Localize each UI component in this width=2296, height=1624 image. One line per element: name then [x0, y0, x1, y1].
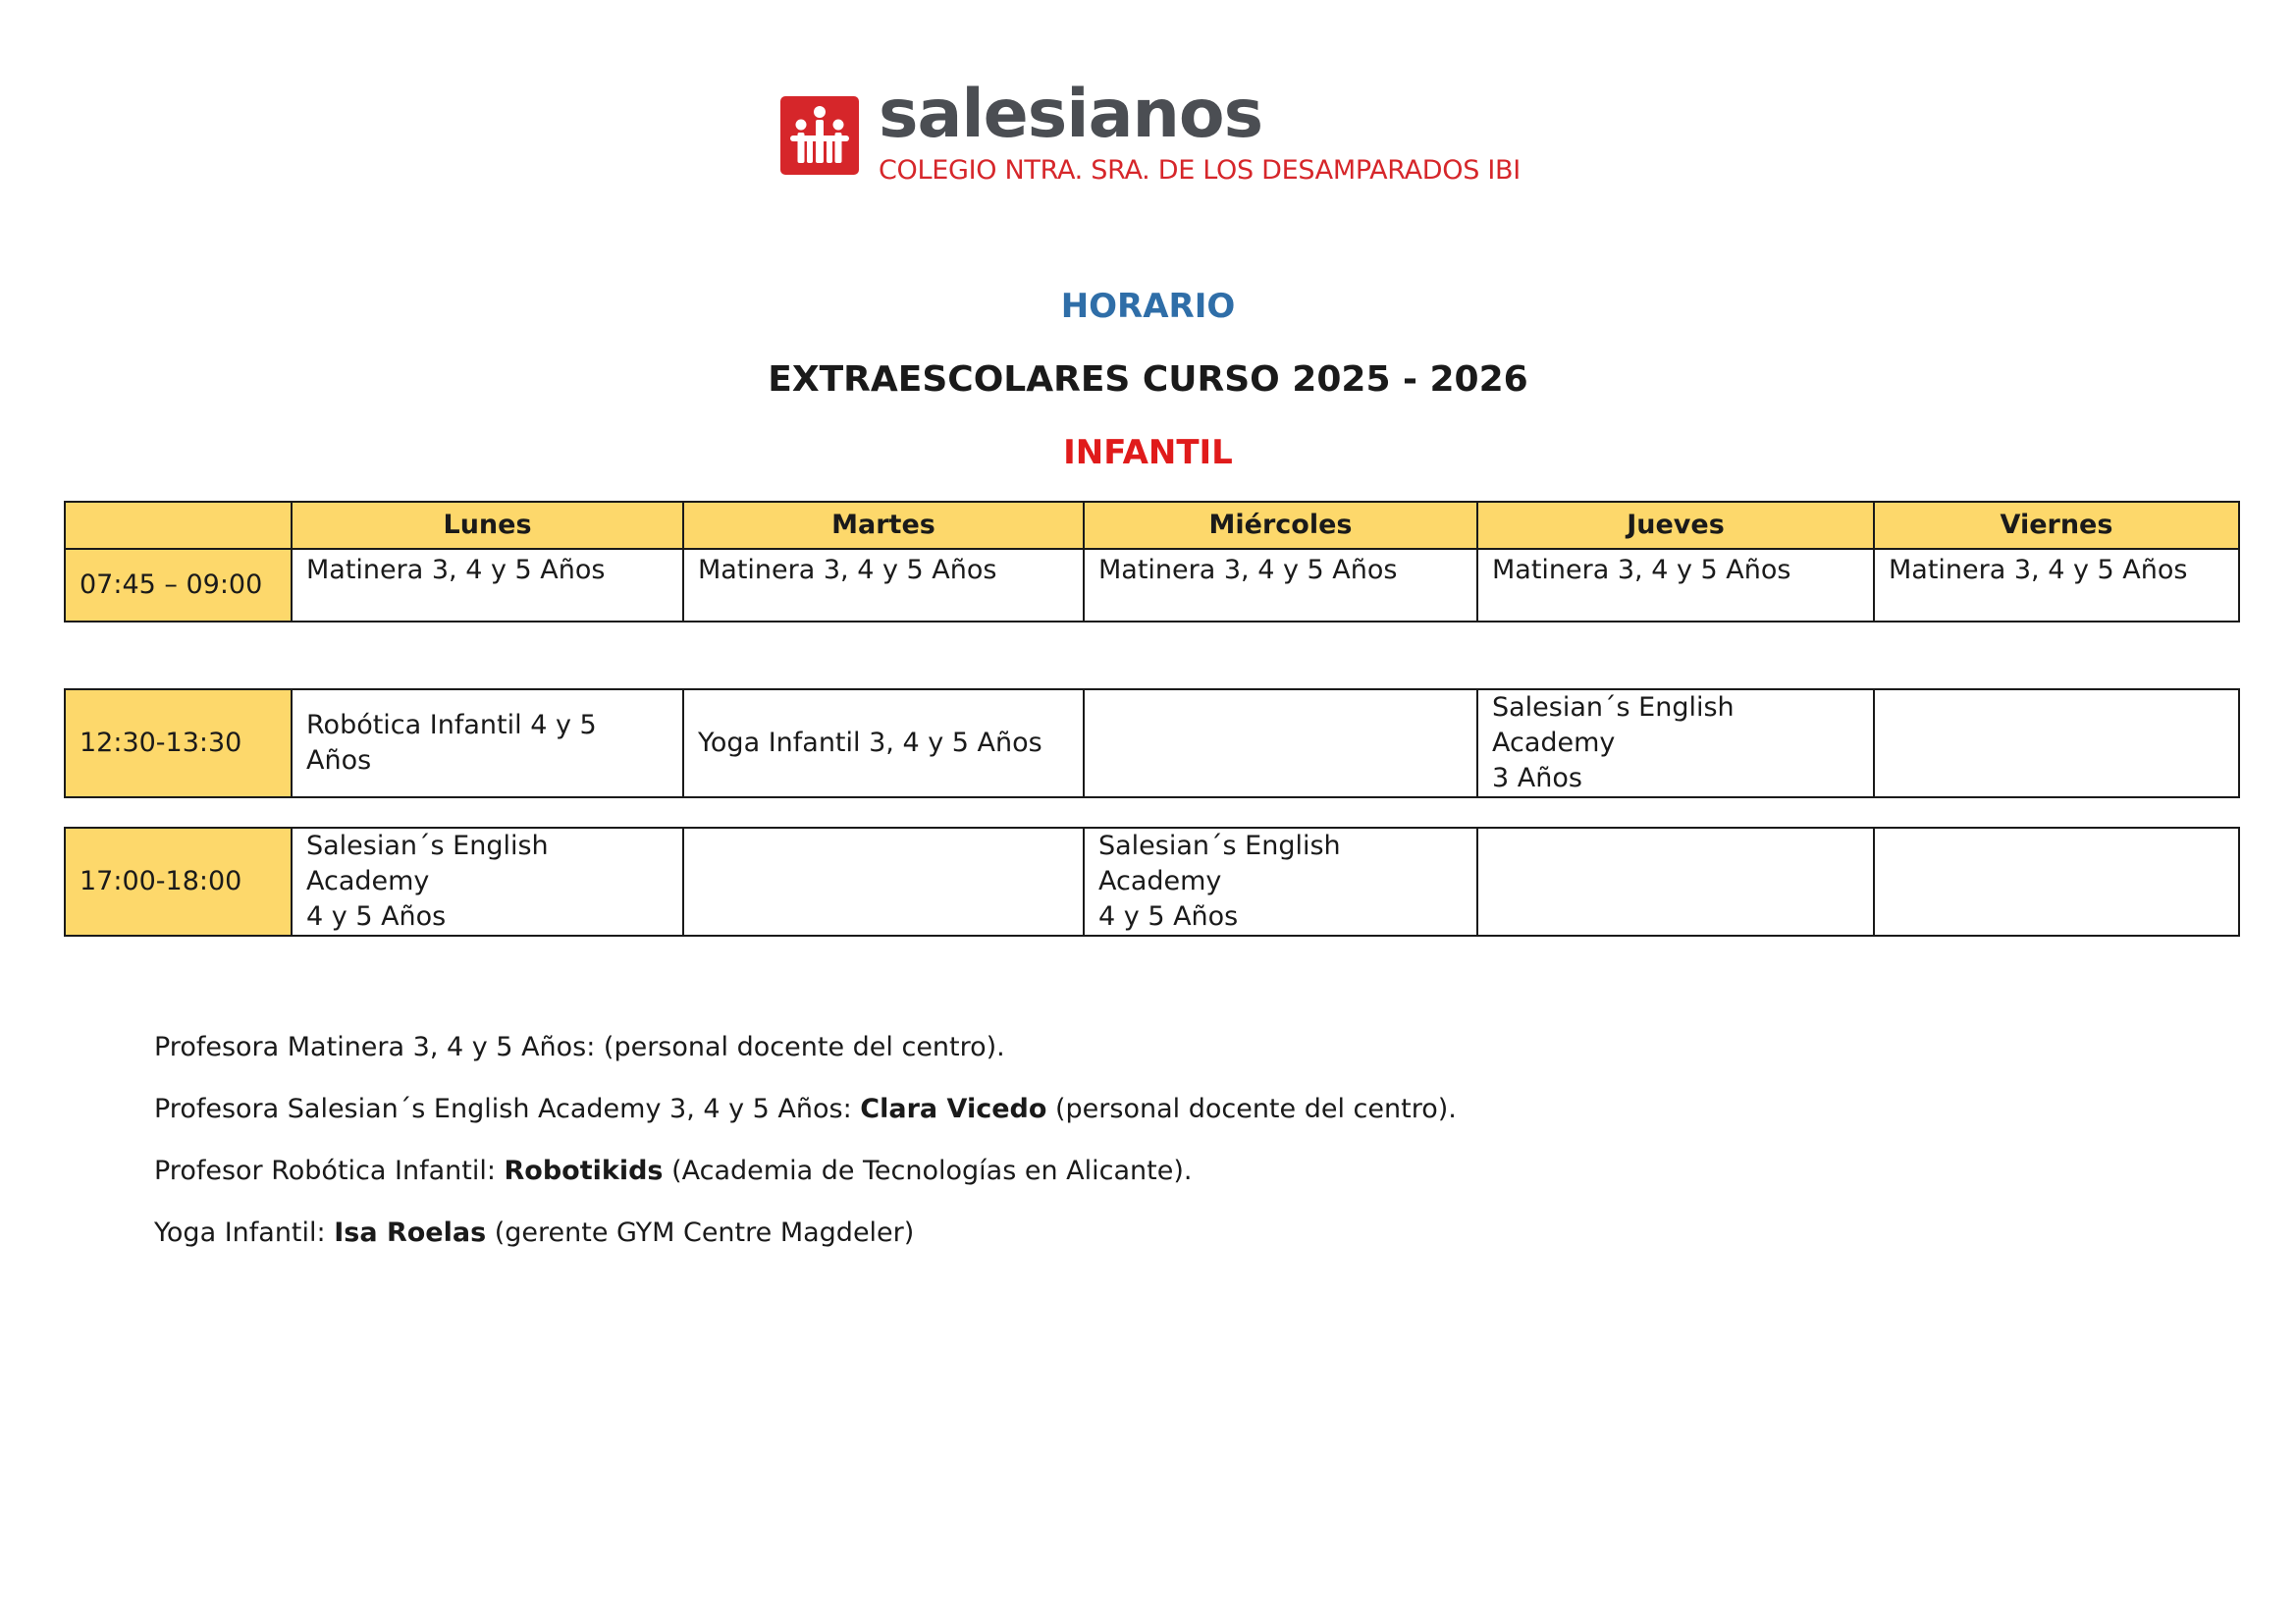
note-text: Profesora Matinera 3, 4 y 5 Años: (personal docente del centro).: [154, 1032, 1005, 1062]
note-text: (personal docente del centro).: [1046, 1094, 1457, 1124]
time-slot: 07:45 – 09:00: [65, 549, 292, 622]
school-logo: [780, 76, 1521, 187]
activity-cell-empty: [1874, 828, 2239, 936]
header-empty-cell: [65, 502, 292, 549]
title-course: EXTRAESCOLARES CURSO 2025 - 2026: [768, 359, 1528, 400]
note-matinera: [154, 1029, 2117, 1065]
note-text: Profesora Salesian´s English Academy 3, 4 y 5 Años:: [154, 1094, 861, 1124]
title-horario: HORARIO: [1060, 287, 1236, 326]
activity-cell-empty: [683, 828, 1084, 936]
schedule-table-midday: [64, 688, 2240, 798]
teacher-notes: [154, 1029, 2117, 1276]
activity-line: Matinera 3, 4 y 5 Años: [1492, 555, 1791, 585]
day-header: Miércoles: [1084, 502, 1477, 549]
teacher-name: Isa Roelas: [334, 1218, 487, 1248]
note-yoga: [154, 1215, 2117, 1251]
logo-brand: salesianos: [879, 76, 1263, 153]
activity-cell-empty: [1874, 689, 2239, 797]
activity-line: Matinera 3, 4 y 5 Años: [1889, 555, 2188, 585]
day-header-row: [65, 502, 2239, 549]
logo-school-name: COLEGIO NTRA. SRA. DE LOS DESAMPARADOS IBI: [879, 155, 1521, 186]
note-english: [154, 1091, 2117, 1127]
time-slot: 12:30-13:30: [65, 689, 292, 797]
activity-line: Salesian´s English Academy: [1098, 831, 1341, 896]
note-robotica: [154, 1153, 2117, 1189]
activity-cell: [1477, 689, 1874, 797]
activity-cell: [292, 828, 683, 936]
time-slot: 17:00-18:00: [65, 828, 292, 936]
activity-line: Salesian´s English Academy: [306, 831, 549, 896]
activity-line: 4 y 5 Años: [1098, 901, 1239, 932]
schedule-table-morning: [64, 501, 2240, 623]
activity-line: 4 y 5 Años: [306, 901, 447, 932]
title-infantil: INFANTIL: [1063, 433, 1233, 472]
day-header: Martes: [683, 502, 1084, 549]
note-text: (Academia de Tecnologías en Alicante).: [663, 1156, 1193, 1186]
teacher-name: Robotikids: [504, 1156, 664, 1186]
activity-cell-empty: [1084, 689, 1477, 797]
day-header: Jueves: [1477, 502, 1874, 549]
activity-line: Yoga Infantil 3, 4 y 5 Años: [698, 728, 1042, 758]
activity-line: 3 Años: [1492, 763, 1582, 793]
activity-line: Robótica Infantil 4 y 5 Años: [306, 710, 597, 776]
activity-cell: [1084, 549, 1477, 622]
activity-cell: [292, 549, 683, 622]
note-text: Yoga Infantil:: [154, 1218, 335, 1248]
table-row: [65, 828, 2239, 936]
activity-line: Salesian´s English Academy: [1492, 692, 1735, 758]
activity-cell: [1477, 549, 1874, 622]
table-row: [65, 549, 2239, 622]
activity-line: Matinera 3, 4 y 5 Años: [306, 555, 606, 585]
schedule-table-afternoon: [64, 827, 2240, 937]
day-header: Lunes: [292, 502, 683, 549]
activity-cell-empty: [1477, 828, 1874, 936]
activity-cell: [1084, 828, 1477, 936]
note-text: Profesor Robótica Infantil:: [154, 1156, 505, 1186]
salesianos-emblem-icon: [780, 96, 859, 175]
note-text: (gerente GYM Centre Magdeler): [486, 1218, 915, 1248]
activity-cell: [683, 549, 1084, 622]
activity-cell: [683, 689, 1084, 797]
activity-line: Matinera 3, 4 y 5 Años: [698, 555, 997, 585]
activity-cell: [1874, 549, 2239, 622]
day-header: Viernes: [1874, 502, 2239, 549]
activity-cell: [292, 689, 683, 797]
activity-line: Matinera 3, 4 y 5 Años: [1098, 555, 1398, 585]
table-row: [65, 689, 2239, 797]
teacher-name: Clara Vicedo: [860, 1094, 1047, 1124]
